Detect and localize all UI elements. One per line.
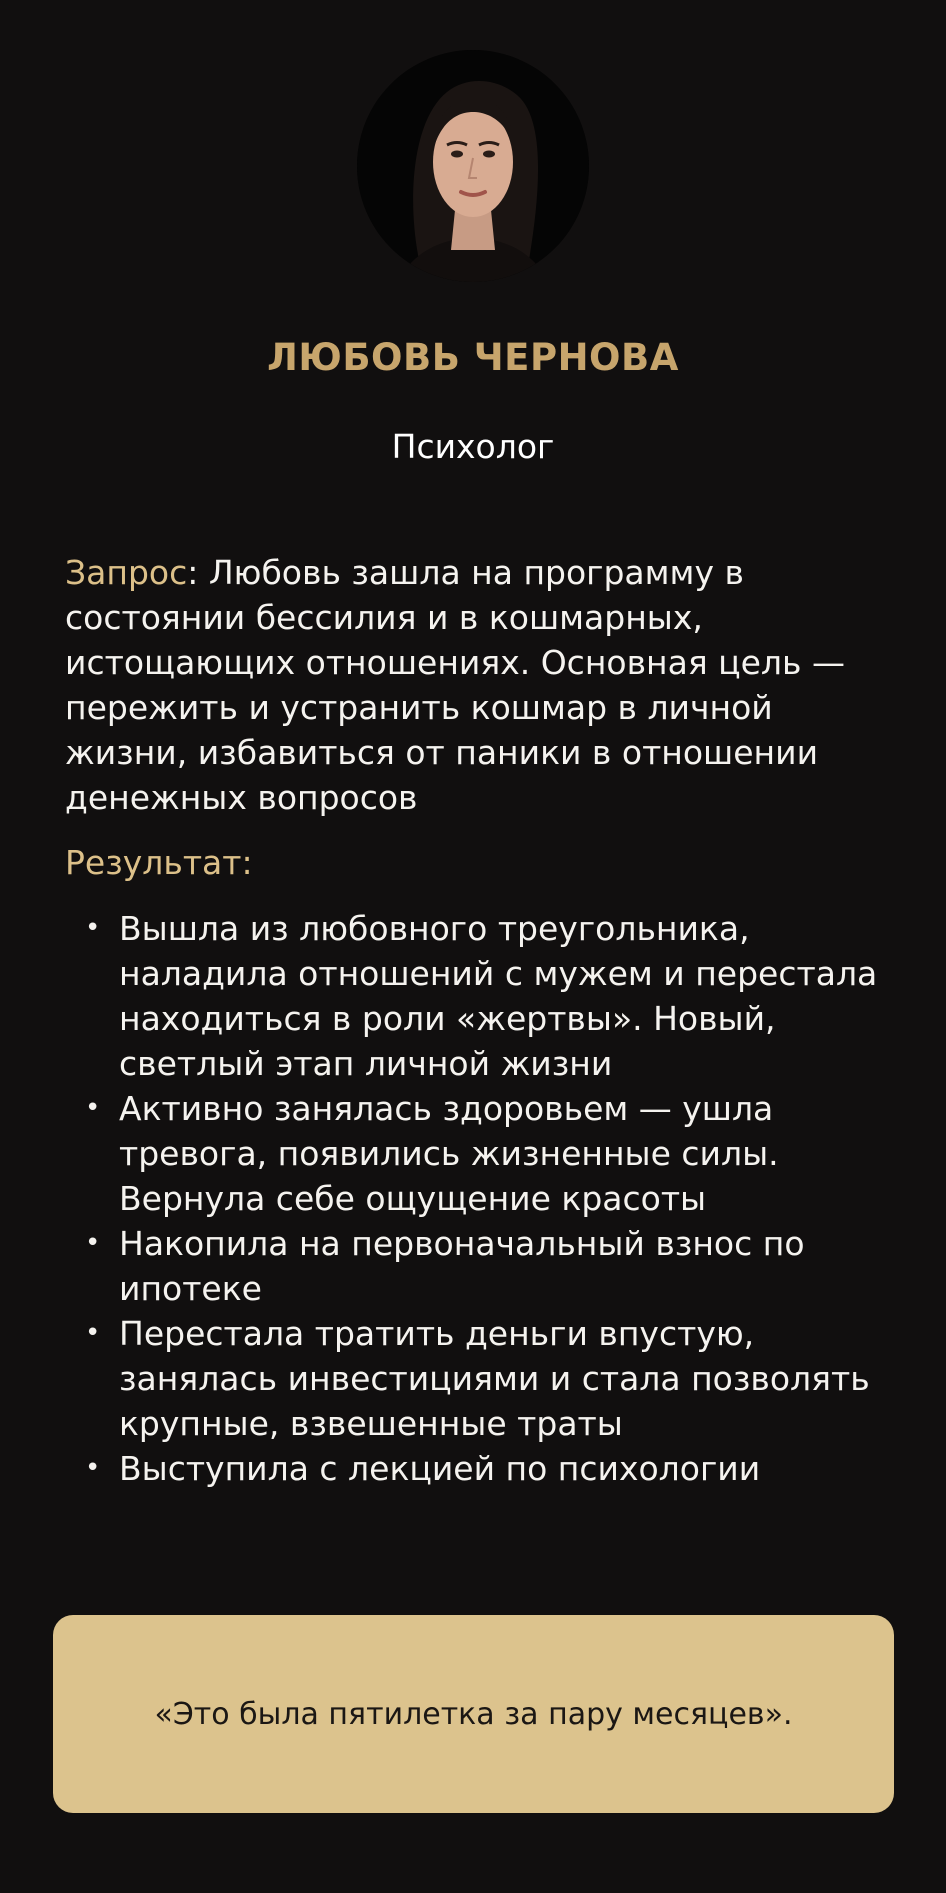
person-name: ЛЮБОВЬ ЧЕРНОВА (267, 336, 679, 379)
list-item-text: Выступила с лекцией по психологии (119, 1449, 761, 1488)
list-item (65, 1086, 895, 1221)
list-item-text: Накопила на первоначальный взнос по ипотеке (119, 1224, 805, 1308)
bullet-icon: • (85, 1093, 101, 1123)
avatar (357, 50, 589, 282)
request-text: : Любовь зашла на программу в состоянии бессилия и в кошмарных, истощающих отношениях. Основная цель — пережить и устранить кошмар в личной жизни, избавиться от паники в отношении денежных вопросов (65, 553, 845, 817)
portrait-photo (357, 50, 589, 282)
bullet-icon: • (85, 1318, 101, 1348)
request-label: Запрос (65, 553, 188, 592)
list-item (65, 1311, 895, 1446)
person-role: Психолог (391, 427, 555, 466)
list-item (65, 1446, 895, 1491)
request-paragraph (65, 550, 895, 820)
list-item-text: Вышла из любовного треугольника, наладила отношений с мужем и перестала находиться в роли «жертвы». Новый, светлый этап личной жизни (119, 909, 878, 1083)
list-item (65, 906, 895, 1086)
result-title: Результат: (65, 843, 253, 882)
quote-box (53, 1615, 894, 1813)
bullet-icon: • (85, 913, 101, 943)
results-list (65, 906, 895, 1491)
list-item-text: Активно занялась здоровьем — ушла тревога, появились жизненные силы. Вернула себе ощущение красоты (119, 1089, 779, 1218)
list-item-text: Перестала тратить деньги впустую, занялась инвестициями и стала позволять крупные, взвешенные траты (119, 1314, 870, 1443)
bullet-icon: • (85, 1453, 101, 1483)
list-item (65, 1221, 895, 1311)
bullet-icon: • (85, 1228, 101, 1258)
quote-text: «Это была пятилетка за пару месяцев». (154, 1696, 793, 1732)
